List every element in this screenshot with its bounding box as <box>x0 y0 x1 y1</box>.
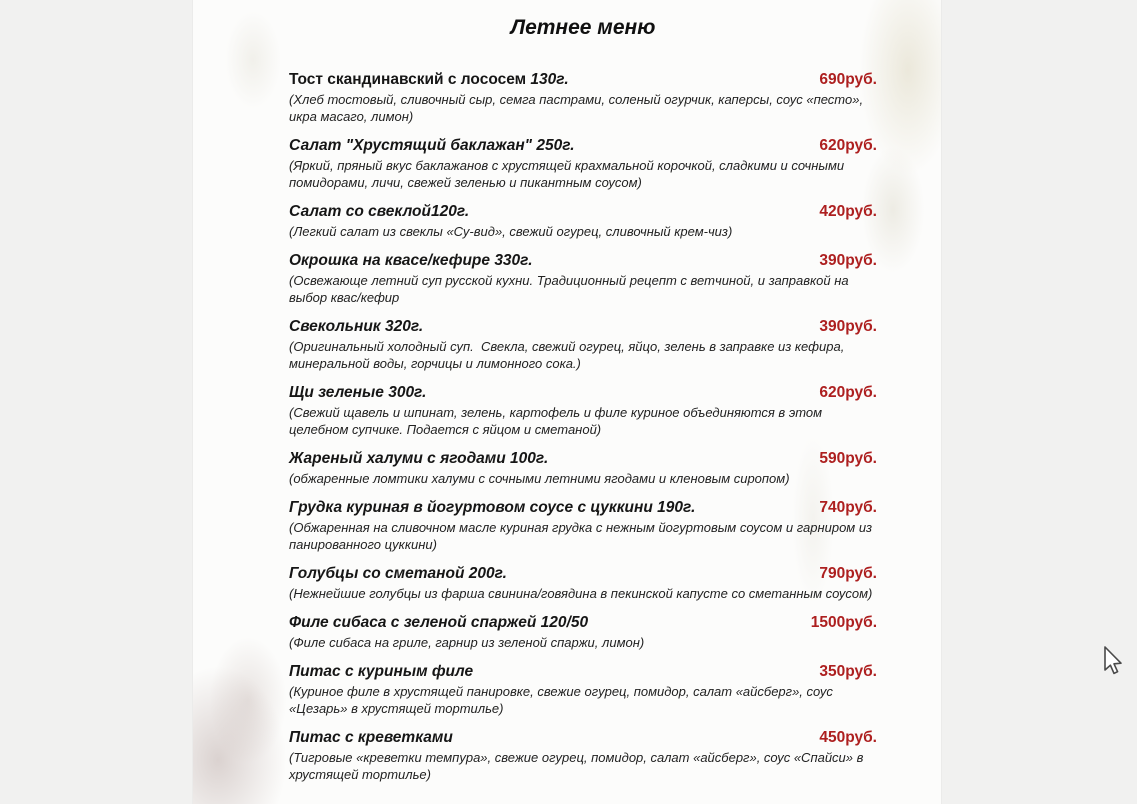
item-title-italic: Свекольник 320г. <box>289 318 424 335</box>
menu-item-head <box>289 564 877 583</box>
item-price: 590руб. <box>819 450 877 467</box>
item-title-italic: Грудка куриная в йогуртовом соусе с цуккини 190г. <box>289 499 696 516</box>
menu-items <box>289 70 877 783</box>
item-title-italic: Окрошка на квасе/кефире 330г. <box>289 252 533 269</box>
menu-item <box>289 613 877 651</box>
item-price: 390руб. <box>819 252 877 269</box>
item-price: 420руб. <box>819 203 877 220</box>
item-title-italic: Питас с куриным филе <box>289 663 474 680</box>
item-description: (Оригинальный холодный суп. Свекла, свежий огурец, яйцо, зелень в заправке из кефира, минеральной воды, горчицы и лимонного сока.) <box>289 339 848 371</box>
item-title-italic: Салат "Хрустящий баклажан" 250г. <box>289 137 575 154</box>
item-title-italic: Питас с креветками <box>289 729 453 746</box>
menu-item-head <box>289 613 877 632</box>
menu-page <box>193 0 941 804</box>
item-description: (Филе сибаса на гриле, гарнир из зеленой спаржи, лимон) <box>289 635 645 650</box>
item-title-italic: Щи зеленые 300г. <box>289 384 427 401</box>
menu-item <box>289 449 877 487</box>
menu-item-head <box>289 383 877 402</box>
menu-title: Летнее меню <box>510 16 656 39</box>
item-title-italic: Жареный халуми с ягодами 100г. <box>289 450 549 467</box>
item-title-italic: Филе сибаса с зеленой спаржей 120/50 <box>289 614 589 631</box>
menu-item <box>289 202 877 240</box>
item-price: 450руб. <box>819 729 877 746</box>
item-title <box>289 383 426 402</box>
menu-item-head <box>289 70 877 89</box>
item-description: (Куриное филе в хрустящей панировке, свежие огурец, помидор, салат «айсберг», соус «Цезарь» в хрустящей тортилье) <box>289 684 837 716</box>
item-title <box>289 498 695 517</box>
menu-content <box>193 0 941 783</box>
menu-item <box>289 70 877 125</box>
menu-item-head <box>289 498 877 517</box>
item-description: (Свежий щавель и шпинат, зелень, картофель и филе куриное объединяются в этом целебном супчике. Подается с яйцом и сметаной) <box>289 405 826 437</box>
menu-item-head <box>289 202 877 221</box>
item-title <box>289 70 569 89</box>
menu-item-head <box>289 662 877 681</box>
item-price: 690руб. <box>819 71 877 88</box>
item-description: (Хлеб тостовый, сливочный сыр, семга пастрами, соленый огурчик, каперсы, соус «песто», икра масаго, лимон) <box>289 92 867 124</box>
menu-item-head <box>289 136 877 155</box>
item-title <box>289 449 548 468</box>
item-title <box>289 613 588 632</box>
menu-item <box>289 564 877 602</box>
item-description: (Яркий, пряный вкус баклажанов с хрустящей крахмальной корочкой, сладкими и сочными помидорами, личи, свежей зеленью и пикантным соусом) <box>289 158 848 190</box>
item-price: 1500руб. <box>810 614 877 631</box>
item-title-italic: 130г. <box>530 71 569 88</box>
menu-item <box>289 251 877 306</box>
mouse-cursor-icon <box>1100 645 1124 677</box>
menu-item-head <box>289 317 877 336</box>
item-description: (Обжаренная на сливочном масле куриная грудка с нежным йогуртовым соусом и гарниром из панированного цуккини) <box>289 520 876 552</box>
menu-item-head <box>289 251 877 270</box>
menu-item-head <box>289 449 877 468</box>
item-description: (Тигровые «креветки темпура», свежие огурец, помидор, салат «айсберг», соус «Спайси» в хрустящей тортилье) <box>289 750 868 782</box>
item-description: (Нежнейшие голубцы из фарша свинина/говядина в пекинской капусте со сметанным соусом) <box>289 586 873 601</box>
item-description: (Легкий салат из свеклы «Су-вид», свежий огурец, сливочный крем-чиз) <box>289 224 733 239</box>
item-title-plain: Тост скандинавский с лососем <box>289 71 531 88</box>
item-title <box>289 202 469 221</box>
item-price: 790руб. <box>819 565 877 582</box>
item-title <box>289 662 473 681</box>
menu-item-head <box>289 728 877 747</box>
item-title <box>289 728 453 747</box>
item-title-italic: Голубцы со сметаной 200г. <box>289 565 507 582</box>
item-title <box>289 136 575 155</box>
item-price: 390руб. <box>819 318 877 335</box>
item-price: 620руб. <box>819 384 877 401</box>
item-title <box>289 564 507 583</box>
item-title <box>289 317 423 336</box>
menu-item <box>289 136 877 191</box>
item-price: 620руб. <box>819 137 877 154</box>
item-description: (обжаренные ломтики халуми с сочными летними ягодами и кленовым сиропом) <box>289 471 790 486</box>
item-description: (Освежающе летний суп русской кухни. Традиционный рецепт с ветчиной, и заправкой на выбор квас/кефир <box>289 273 853 305</box>
item-price: 740руб. <box>819 499 877 516</box>
menu-item <box>289 662 877 717</box>
menu-item <box>289 498 877 553</box>
menu-item <box>289 728 877 783</box>
menu-item <box>289 317 877 372</box>
item-title <box>289 251 533 270</box>
menu-item <box>289 383 877 438</box>
item-title-italic: Салат со свеклой120г. <box>289 203 470 220</box>
item-price: 350руб. <box>819 663 877 680</box>
